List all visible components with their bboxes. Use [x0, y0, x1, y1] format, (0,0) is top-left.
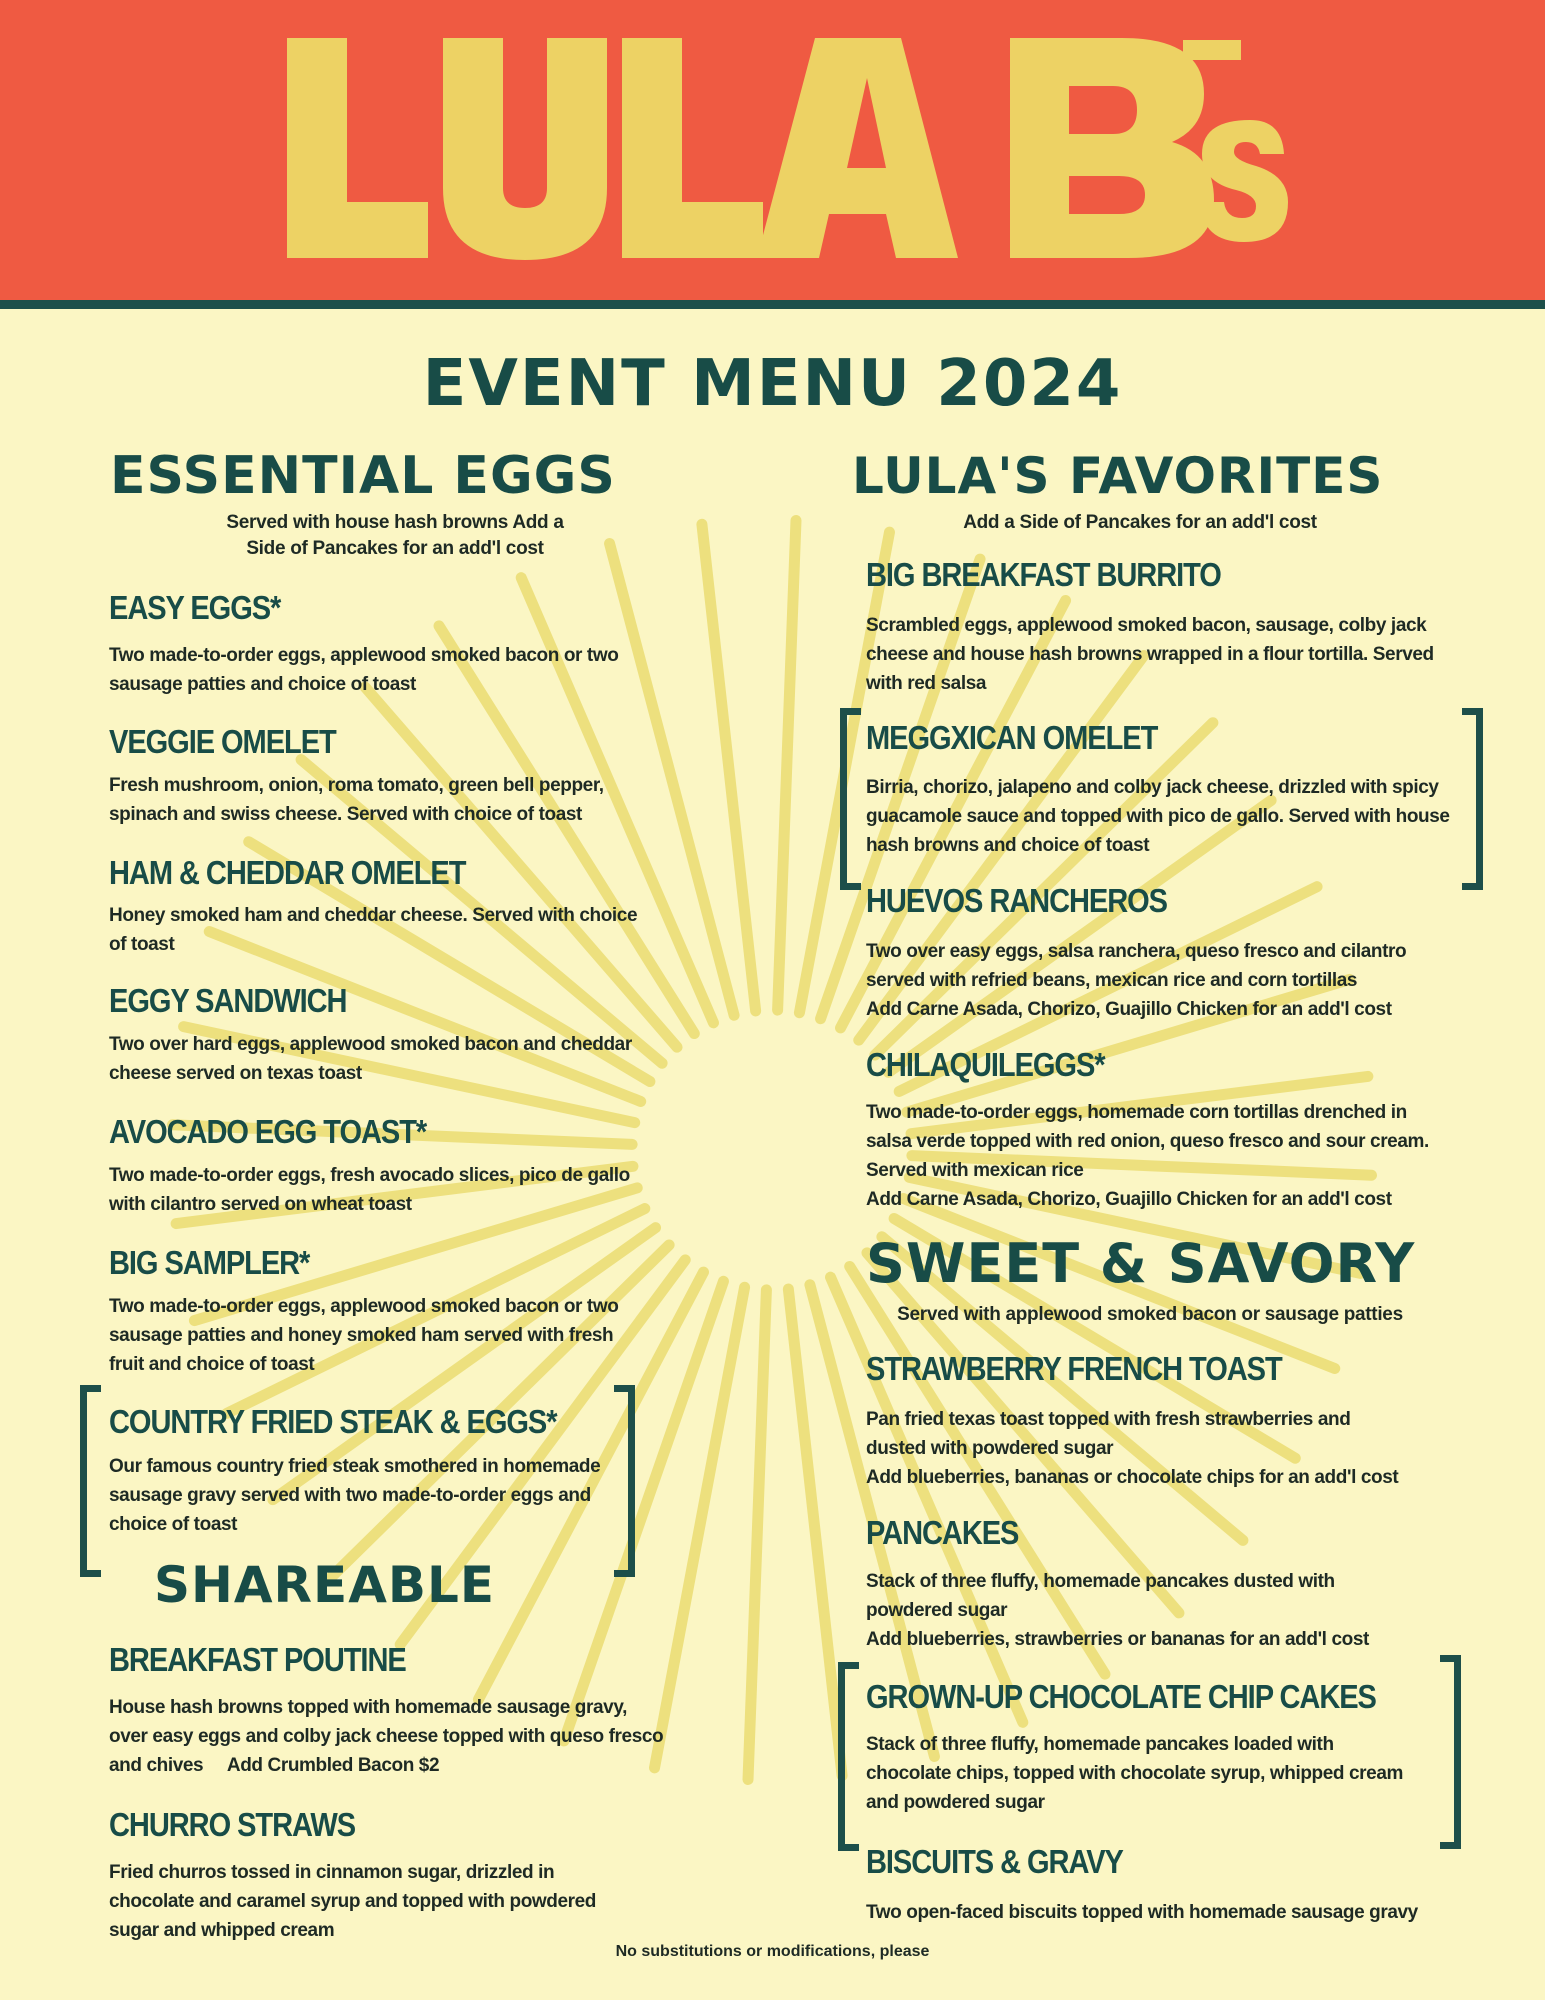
item-desc-veggie-omelet: Fresh mushroom, onion, roma tomato, green bell pepper, spinach and swiss cheese. Served with choice of toast: [109, 775, 604, 825]
bracket-right-country-fried: [614, 1385, 635, 1577]
bracket-left-country-fried: [80, 1385, 101, 1577]
item-title-ham-cheddar-omelet: HAM & CHEDDAR OMELET: [109, 854, 466, 891]
item-title-big-sampler: BIG SAMPLER*: [109, 1244, 310, 1281]
sunburst-ray: [748, 1290, 766, 1780]
item-title-meggxican-omelet: MEGGXICAN OMELET: [866, 719, 1158, 756]
item-title-veggie-omelet: VEGGIE OMELET: [109, 723, 336, 760]
item-title-big-breakfast-burrito: BIG BREAKFAST BURRITO: [866, 556, 1221, 593]
item-desc-strawberry-french-toast: Pan fried texas toast topped with fresh strawberries and dusted with powdered sugar Add blueberries, bananas or chocolate chips for an add'l cost: [866, 1409, 1399, 1488]
item-desc-avocado-egg-toast: Two made-to-order eggs, fresh avocado slices, pico de gallo with cilantro served on wheat toast: [109, 1165, 630, 1215]
item-title-avocado-egg-toast: AVOCADO EGG TOAST*: [109, 1113, 427, 1150]
item-desc-meggxican-omelet: Birria, chorizo, jalapeno and colby jack cheese, drizzled with spicy guacamole sauce and topped with pico de gallo. Served with house hash browns and choice of toast: [866, 777, 1450, 856]
section-title-essential-eggs: ESSENTIAL EGGS: [110, 446, 616, 506]
sunburst-ray: [778, 521, 796, 1011]
section-subtitle-favorites: Add a Side of Pancakes for an add'l cost: [963, 512, 1317, 533]
item-desc-grown-up-chocolate-chip-cakes: Stack of three fluffy, homemade pancakes loaded with chocolate chips, topped with chocolate syrup, whipped cream and powdered sugar: [866, 1734, 1404, 1813]
item-title-country-fried-steak: COUNTRY FRIED STEAK & EGGS*: [109, 1403, 557, 1440]
item-desc-big-breakfast-burrito: Scrambled eggs, applewood smoked bacon, sausage, colby jack cheese and house hash browns wrapped in a flour tortilla. Served with red salsa: [866, 615, 1434, 694]
item-desc-country-fried-steak: Our famous country fried steak smothered in homemade sausage gravy served with two made-to-order eggs and choice of toast: [109, 1456, 601, 1535]
item-title-huevos-rancheros: HUEVOS RANCHEROS: [866, 882, 1167, 919]
item-desc-big-sampler: Two made-to-order eggs, applewood smoked bacon or two sausage patties and honey smoked ham served with fresh fruit and choice of toast: [109, 1296, 619, 1375]
footer-note: No substitutions or modifications, please: [615, 1943, 930, 1960]
bracket-left-meggxican: [840, 708, 861, 890]
item-title-churro-straws: CHURRO STRAWS: [109, 1806, 356, 1843]
section-subtitle-essential-eggs: Served with house hash browns Add a Side of Pancakes for an add'l cost: [226, 512, 564, 559]
menu-title: EVENT MENU 2024: [422, 347, 1123, 421]
item-desc-pancakes: Stack of three fluffy, homemade pancakes dusted with powdered sugar Add blueberries, strawberries or bananas for an add'l cost: [866, 1571, 1369, 1650]
section-subtitle-sweet-savory: Served with applewood smoked bacon or sausage patties: [897, 1304, 1403, 1325]
item-title-chilaquileggs: CHILAQUILEGGS*: [866, 1046, 1105, 1083]
item-desc-ham-cheddar-omelet: Honey smoked ham and cheddar cheese. Served with choice of toast: [109, 905, 638, 955]
bracket-left-chocolate-chip: [838, 1662, 859, 1851]
item-desc-chilaquileggs: Two made-to-order eggs, homemade corn tortillas drenched in salsa verde topped with red onion, queso fresco and sour cream. Served with mexican rice Add Carne Asada, Chorizo, Guajillo Chicken for an add'l cost: [866, 1102, 1429, 1210]
item-desc-eggy-sandwich: Two over hard eggs, applewood smoked bacon and cheddar cheese served on texas toast: [109, 1034, 632, 1084]
item-desc-churro-straws: Fried churros tossed in cinnamon sugar, drizzled in chocolate and caramel syrup and topped with powdered sugar and whipped cream: [109, 1862, 597, 1941]
bracket-right-chocolate-chip: [1440, 1655, 1461, 1849]
item-desc-breakfast-poutine: House hash browns topped with homemade sausage gravy, over easy eggs and colby jack cheese topped with queso fresco and chives Add Crumbled Bacon $2: [109, 1697, 664, 1776]
item-title-easy-eggs: EASY EGGS*: [109, 589, 281, 626]
item-desc-easy-eggs: Two made-to-order eggs, applewood smoked bacon or two sausage patties and choice of toast: [109, 645, 619, 695]
item-title-biscuits-gravy: BISCUITS & GRAVY: [866, 1843, 1123, 1880]
item-title-pancakes: PANCAKES: [866, 1514, 1019, 1551]
bracket-right-meggxican: [1462, 708, 1483, 890]
item-desc-biscuits-gravy: Two open-faced biscuits topped with homemade sausage gravy: [866, 1902, 1418, 1923]
item-title-breakfast-poutine: BREAKFAST POUTINE: [109, 1641, 406, 1678]
section-title-lulas-favorites: LULA'S FAVORITES: [852, 447, 1384, 505]
item-desc-huevos-rancheros: Two over easy eggs, salsa ranchera, queso fresco and cilantro served with refried beans, mexican rice and corn tortillas Add Carne Asada, Chorizo, Guajillo Chicken for an add'l cost: [866, 941, 1407, 1020]
item-title-strawberry-french-toast: STRAWBERRY FRENCH TOAST: [866, 1350, 1282, 1387]
section-title-sweet-savory: SWEET & SAVORY: [866, 1232, 1416, 1295]
item-title-grown-up-chocolate-chip-cakes: GROWN-UP CHOCOLATE CHIP CAKES: [866, 1678, 1376, 1715]
item-title-eggy-sandwich: EGGY SANDWICH: [109, 982, 347, 1019]
section-title-shareable: SHAREABLE: [154, 1556, 496, 1614]
